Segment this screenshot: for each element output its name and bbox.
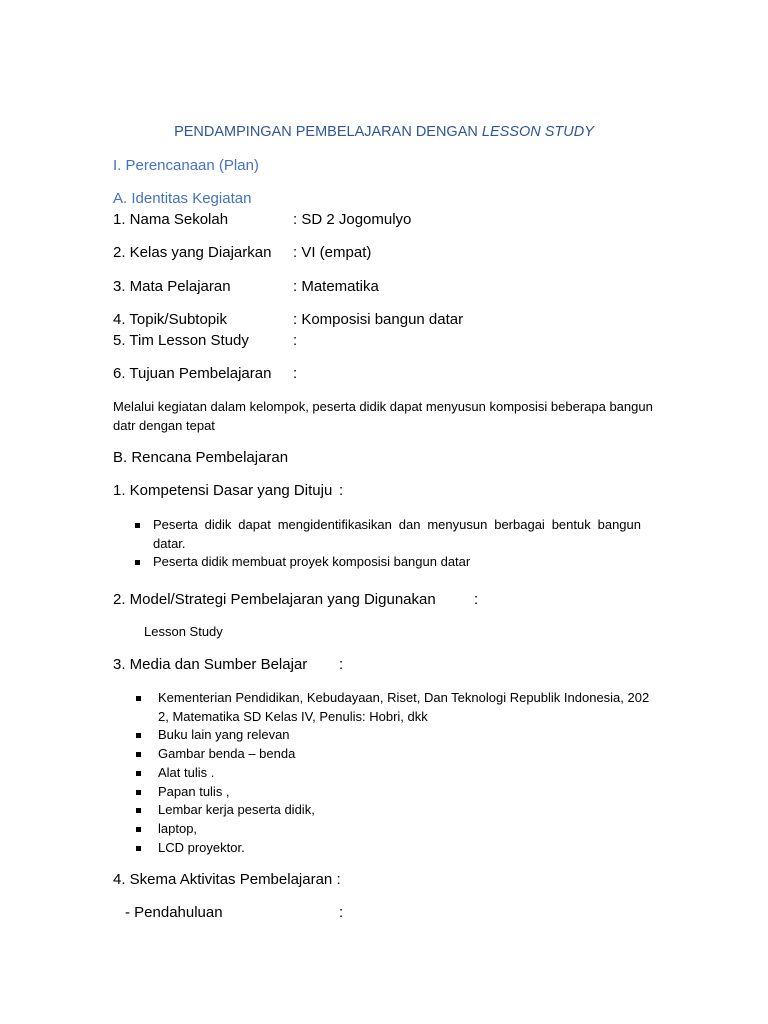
list-item-text: Buku lain yang relevan — [158, 727, 290, 743]
list-item — [135, 689, 665, 726]
section-plan-heading: I. Perencanaan (Plan) — [113, 157, 259, 174]
bullet-icon — [136, 752, 141, 757]
identitas-value: : VI (empat) — [293, 244, 372, 261]
list-item-text: LCD proyektor. — [158, 839, 245, 855]
list-item — [135, 783, 665, 802]
identitas-label: 3. Mata Pelajaran — [113, 278, 231, 295]
bullet-icon — [136, 846, 141, 851]
media-list — [135, 689, 665, 857]
identitas-row-nama-sekolah — [113, 211, 673, 231]
bullet-icon — [136, 827, 141, 832]
section-rencana-heading: B. Rencana Pembelajaran — [113, 449, 289, 466]
model-colon: : — [474, 591, 479, 608]
list-item — [135, 839, 665, 858]
pendahuluan-colon: : — [339, 904, 344, 921]
identitas-value: : Matematika — [293, 278, 379, 295]
bullet-icon — [136, 790, 141, 795]
pendahuluan-label: - Pendahuluan — [125, 904, 223, 921]
bullet-icon — [135, 523, 140, 528]
kompetensi-colon: : — [339, 482, 344, 499]
list-item-text: laptop, — [158, 820, 198, 836]
section-identitas-heading: A. Identitas Kegiatan — [113, 190, 252, 207]
bullet-icon — [136, 733, 141, 738]
list-item — [135, 745, 665, 764]
tujuan-paragraph: Melalui kegiatan dalam kelompok, peserta didik dapat menyusun komposisi beberapa bangun datr dengan tepat — [113, 399, 653, 433]
list-item-text: Papan tulis , — [158, 783, 230, 799]
list-item — [135, 553, 641, 572]
bullet-icon — [135, 560, 140, 565]
media-colon: : — [339, 656, 344, 673]
identitas-value: : — [293, 332, 298, 349]
list-item-text: Peserta didik membuat proyek komposisi bangun datar — [153, 554, 471, 570]
kompetensi-list — [135, 516, 641, 572]
identitas-label: 1. Nama Sekolah — [113, 211, 229, 228]
document-title-italic: LESSON STUDY — [481, 124, 594, 140]
media-label: 3. Media dan Sumber Belajar — [113, 656, 308, 673]
identitas-value: : Komposisi bangun datar — [293, 311, 464, 328]
identitas-label: 5. Tim Lesson Study — [113, 332, 249, 349]
bullet-icon — [136, 808, 141, 813]
list-item-text: Gambar benda – benda — [158, 746, 296, 762]
identitas-row-tim — [113, 332, 673, 352]
identitas-value: : — [293, 365, 298, 382]
document-title-main: PENDAMPINGAN PEMBELAJARAN DENGAN — [174, 124, 482, 140]
identitas-value: : SD 2 Jogomulyo — [293, 211, 412, 228]
bullet-icon — [136, 771, 141, 776]
list-item — [135, 516, 641, 553]
identitas-row-topik — [113, 311, 673, 331]
model-label: 2. Model/Strategi Pembelajaran yang Digunakan — [113, 591, 436, 608]
skema-label: 4. Skema Aktivitas Pembelajaran : — [113, 871, 341, 888]
list-item-text: Peserta didik dapat mengidentifikasikan dan menyusun berbagai bentuk bangun datar. — [153, 517, 641, 551]
list-item — [135, 801, 665, 820]
identitas-row-tujuan — [113, 365, 673, 385]
identitas-label: 4. Topik/Subtopik — [113, 311, 227, 328]
identitas-label: 2. Kelas yang Diajarkan — [113, 244, 272, 261]
list-item — [135, 764, 665, 783]
list-item-text: Lembar kerja peserta didik, — [158, 802, 315, 818]
identitas-row-mata-pelajaran — [113, 278, 673, 298]
identitas-label: 6. Tujuan Pembelajaran — [113, 365, 272, 382]
document-title — [0, 124, 768, 140]
identitas-row-kelas — [113, 244, 673, 264]
list-item — [135, 820, 665, 839]
list-item-text: Alat tulis . — [158, 764, 215, 780]
list-item — [135, 726, 665, 745]
kompetensi-label: 1. Kompetensi Dasar yang Dituju — [113, 482, 333, 499]
model-value: Lesson Study — [144, 624, 223, 639]
list-item-text: Kementerian Pendidikan, Kebudayaan, Riset, Dan Teknologi Republik Indonesia, 202 2, Matematika SD Kelas IV, Penulis: Hobri, dkk — [158, 690, 650, 724]
bullet-icon — [136, 696, 141, 701]
